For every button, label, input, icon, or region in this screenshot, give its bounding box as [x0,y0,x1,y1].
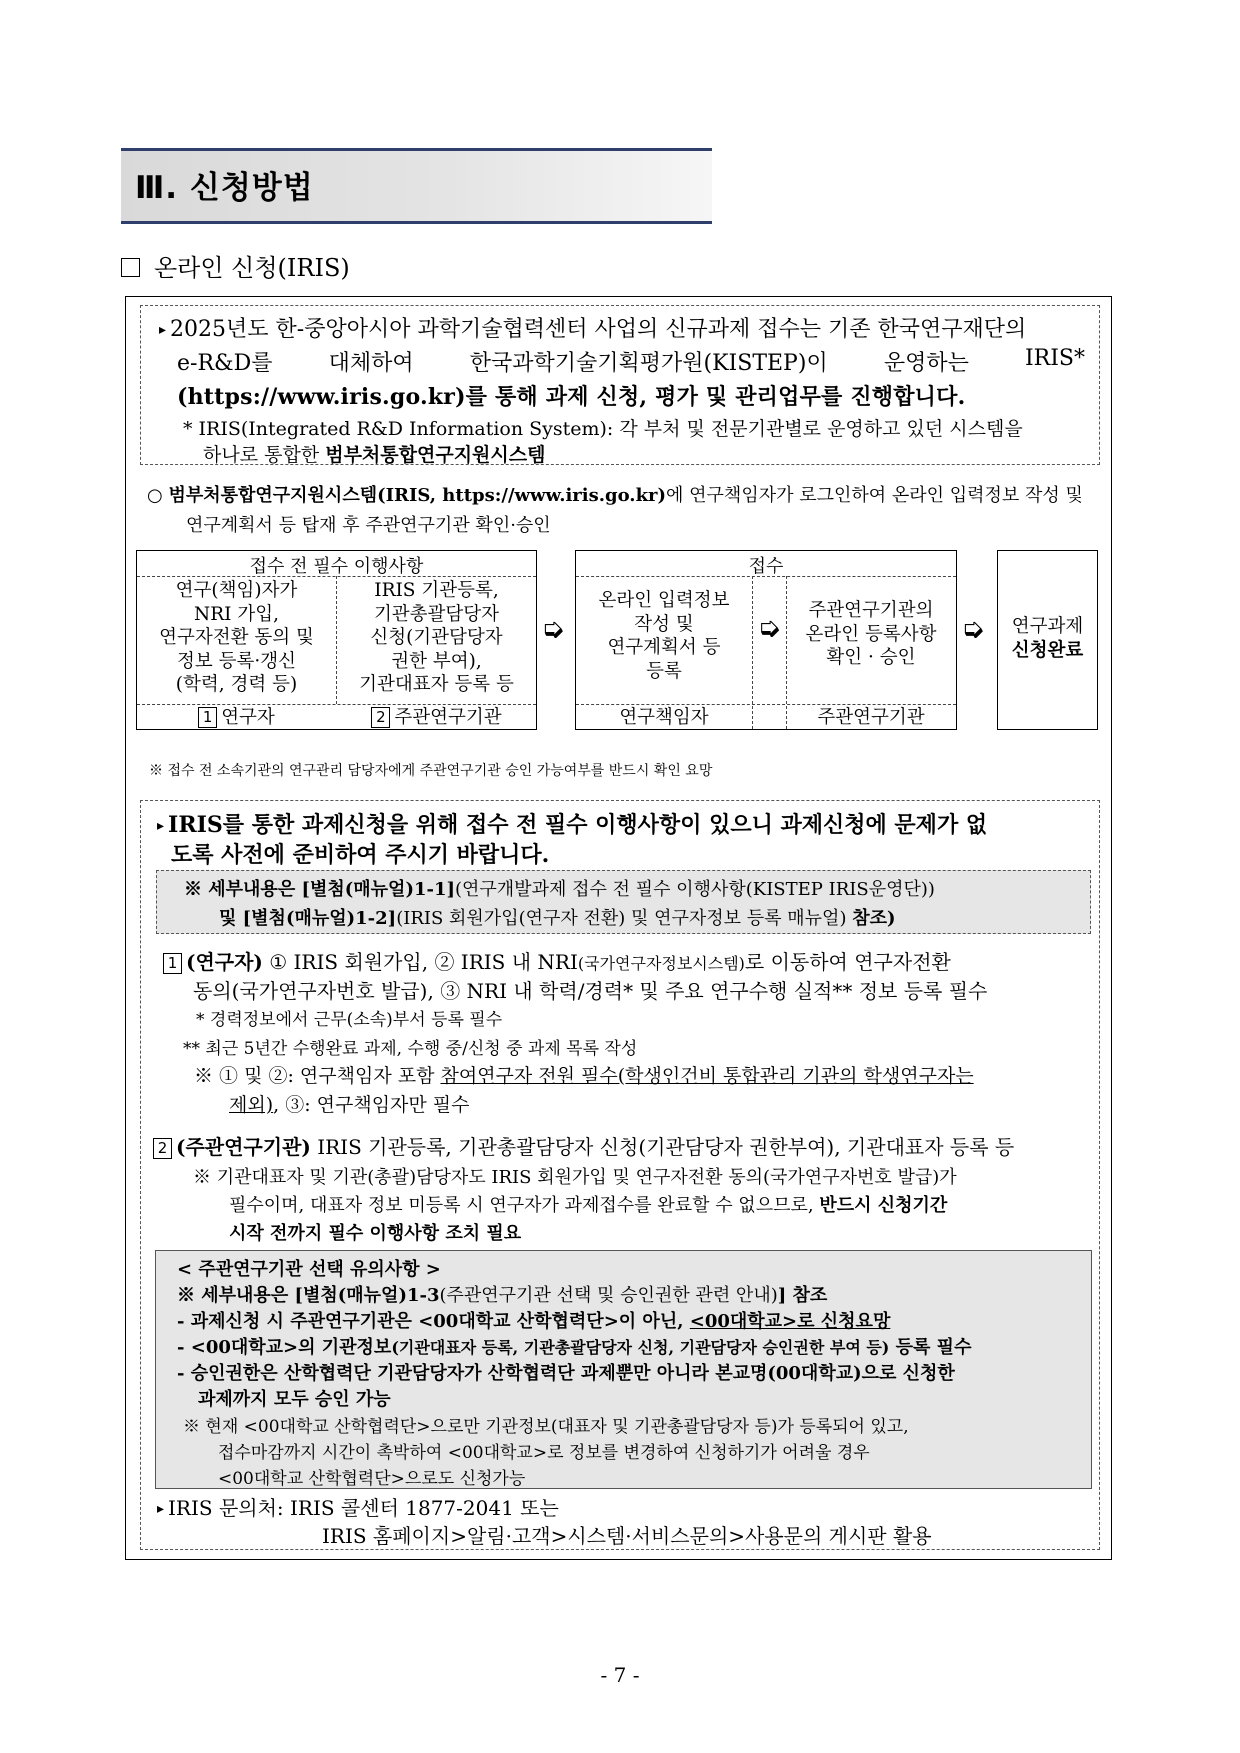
career-note: * 경력정보에서 근무(소속)부서 등록 필수 [196,1010,503,1030]
pre-requirements-box [140,800,1100,1550]
institution-note-1: ※ 기관대표자 및 기관(총괄)담당자도 IRIS 회원가입 및 연구자전환 동의(국가연구자번호 발급)가 [193,1167,957,1188]
checkbox-square-icon [121,258,140,277]
iris-contact-line-1: ▸ IRIS 문의처: IRIS 콜센터 1877-2041 또는 [157,1496,559,1520]
triangle-bullet-icon: ▸ [157,1501,165,1517]
flow-step-reception [575,550,957,730]
section-title: Ⅲ. 신청방법 [135,170,314,206]
flow-step-pre-requirements [136,550,537,730]
flow-arrow-icon: ➭ [757,611,781,644]
principal-investigator-label: 연구책임자 [619,707,709,728]
online-application-heading [121,248,350,283]
participant-note-1: ※ ① 및 ②: 연구책임자 포함 참여연구자 전원 필수(학생인건비 통합관리 기관의 학생연구자는 [194,1065,974,1087]
institution-selection-notice: < 주관연구기관 선택 유의사항 > ※ 세부내용은 [별첨(매뉴얼)1-3(주관연구기관 선택 및 승인권한 관련 안내)] 참조 - 과제신청 시 주관연구기관은 <00대학교 산학협력단>이 아닌, <00대학교>로 신청요망 - <00대학교>의 기관정보(기관대표자 등록, 기관총괄담당자 신청, 기관담당자 승인권한 부여 등) 등록 필수 - 승인권한은 산학협력단 기관담당자가 산학협력단 과제뿐만 아니라 본교명(00대학교)으로 신청한 과제까지 모두 승인 가능 ※ 현재 <00대학교 산학협력단>으로만 기관정보(대표자 및 기관총괄담당자 등)가 등록되어 있고, 접수마감까지 시간이 촉박하여 <00대학교>로 정보를 변경하여 신청하기가 어려울 경우 <00대학교 산학협력단>으로도 신청가능 [155,1250,1092,1489]
institution-step-text: IRIS 기관등록, 기관총괄담당자 신청(기관담당자 권한 부여), 기관대표자 등록 등 [359,580,514,695]
researcher-step-text: 연구(책임)자가 NRI 가입, 연구자전환 동의 및 정보 등록·갱신 (학력, 경력 등) [159,580,314,695]
institution-note-3: 시작 전까지 필수 이행사항 조치 필요 [229,1223,522,1244]
iris-system-line-1: ○ 범부처통합연구지원시스템(IRIS, https://www.iris.go.kr)에 연구책임자가 로그인하여 온라인 입력정보 작성 및 [147,485,1083,506]
page-number: - 7 - [600,1663,640,1687]
flow-note: ※ 접수 전 소속기관의 연구관리 담당자에게 주관연구기관 승인 가능여부를 반드시 확인 요망 [149,763,713,779]
performance-note: ** 최근 5년간 수행완료 과제, 수행 중/신청 중 과제 목록 작성 [183,1039,638,1059]
intro-line-2: e-R&D를 대체하여 한국과학기술기획평가원(KISTEP)이 운영하는 IRIS* [177,346,1085,376]
institution-approve-step-text: 주관연구기관의 온라인 등록사항 확인 · 승인 [805,600,937,668]
complete-line-2: 신청완료 [1011,639,1084,661]
flow-arrow-icon: ➭ [961,612,985,645]
pre-requirements-title: 접수 전 필수 이행사항 [249,556,424,577]
iris-intro-box [140,305,1100,465]
iris-system-line-2: 연구계획서 등 탑재 후 주관연구기관 확인·승인 [186,515,551,536]
triangle-bullet-icon: ▸ [157,818,165,834]
researcher-requirement-2: 동의(국가연구자번호 발급), ③ NRI 내 학력/경력* 및 주요 연구수행 실적** 정보 등록 필수 [193,979,988,1003]
prereq-line-2: 도록 사전에 준비하여 주시기 바랍니다. [171,842,550,868]
institution-approve-label: 주관연구기관 [817,707,925,728]
intro-note-2: 하나로 통합한 범부처통합연구지원시스템 [203,444,546,466]
intro-line-3: (https://www.iris.go.kr)를 통해 과제 신청, 평가 및 관리업무를 진행합니다. [177,384,966,410]
institution-note-2: 필수이며, 대표자 정보 미등록 시 연구자가 과제접수를 완료할 수 없으므로, 반드시 신청기간 [229,1195,948,1216]
section-header [121,148,712,224]
institution-label: 2 주관연구기관 [337,706,536,730]
reception-title: 접수 [748,556,784,577]
flow-arrow-icon: ➭ [541,612,565,645]
participant-note-2: 제외), ③: 연구책임자만 필수 [229,1094,470,1116]
iris-contact-line-2: IRIS 홈페이지>알림·고객>시스템·서비스문의>사용문의 게시판 활용 [322,1524,932,1548]
intro-note-1: * IRIS(Integrated R&D Information System): 각 부처 및 전문기관별로 운영하고 있던 시스템을 [183,418,1023,440]
intro-line-1: ▸ 2025년도 한-중앙아시아 과학기술협력센터 사업의 신규과제 접수는 기존 한국연구재단의 [159,317,1027,342]
complete-line-1: 연구과제 [1011,616,1084,637]
researcher-label: 1 연구자 [137,706,336,730]
prereq-line-1: ▸ IRIS를 통한 과제신청을 위해 접수 전 필수 이행사항이 있으니 과제신청에 문제가 없 [157,812,988,838]
online-heading-text: 온라인 신청(IRIS) [154,254,350,282]
online-entry-step-text: 온라인 입력정보 작성 및 연구계획서 등 등록 [598,590,730,682]
manual-reference-box: ※ 세부내용은 [별첨(매뉴얼)1-1](연구개발과제 접수 전 필수 이행사항(KISTEP IRIS운영단)) 및 [별첨(매뉴얼)1-2](IRIS 회원가입(연구자 전환) 및 연구자정보 등록 매뉴얼) 참조) [156,870,1091,934]
flow-step-complete [997,550,1098,730]
institution-requirement: 2 (주관연구기관) IRIS 기관등록, 기관총괄담당자 신청(기관담당자 권한부여), 기관대표자 등록 등 [153,1131,1014,1160]
researcher-requirement-1: 1 (연구자) ① IRIS 회원가입, ② IRIS 내 NRI(국가연구자정보시스템)로 이동하여 연구자전환 [163,946,951,975]
triangle-bullet-icon: ▸ [159,322,167,338]
